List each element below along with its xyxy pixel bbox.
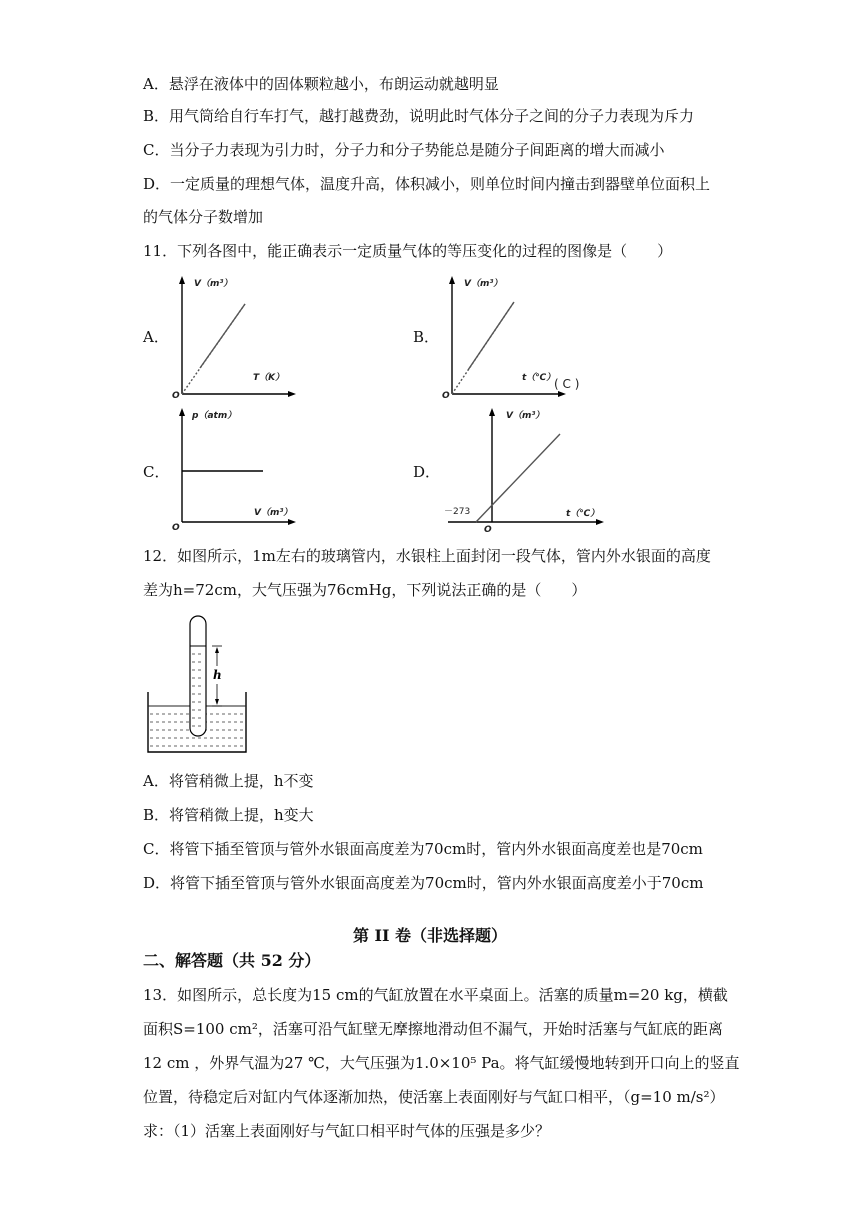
q11-graph-c-origin: O — [172, 523, 180, 533]
q13-line1: 13．如图所示，总长度为15 cm的气缸放置在水平桌面上。活塞的质量m=20 kg，横截 — [143, 986, 728, 1004]
q11-graph-b-origin: O — [442, 391, 450, 401]
q11-graph-d-xlabel: t（℃） — [566, 509, 600, 519]
q11-graph-a-ylabel: V（m³） — [194, 279, 233, 289]
q11-graph-c-xlabel: V（m³） — [254, 508, 293, 518]
q10-option-d-line1: D．一定质量的理想气体，温度升高，体积减小，则单位时间内撞击到器壁单位面积上 — [143, 175, 711, 193]
q12-option-b: B．将管稍微上提，h变大 — [143, 806, 314, 824]
q11-graph-a-origin: O — [172, 391, 180, 401]
q11-graph-b-ylabel: V（m³） — [464, 279, 503, 289]
section-heading: 二、解答题（共 52 分） — [143, 951, 321, 970]
q11-graph-b-extra: ( C ) — [554, 377, 580, 391]
q12-option-a: A．将管稍微上提，h不变 — [143, 772, 314, 790]
q11-graph-d-label: D． — [413, 463, 441, 481]
q13-line3: 12 cm ，外界气温为27 ℃，大气压强为1.0×10⁵ Pa。将气缸缓慢地转到开口向上的竖直 — [143, 1054, 740, 1072]
q10-option-a: A．悬浮在液体中的固体颗粒越小，布朗运动就越明显 — [143, 75, 499, 93]
q11-graph-d-intercept: －273 — [444, 507, 471, 517]
q11-graph-d-ylabel: V（m³） — [506, 411, 545, 421]
q12-tube-figure — [146, 614, 250, 756]
q11-stem: 11．下列各图中，能正确表示一定质量气体的等压变化的过程的图像是（ ） — [143, 242, 673, 260]
q12-h-label: h — [213, 668, 222, 682]
q10-option-b: B．用气筒给自行车打气，越打越费劲，说明此时气体分子之间的分子力表现为斥力 — [143, 107, 695, 125]
volume-title: 第 II 卷（非选择题） — [352, 926, 508, 945]
q13-line4: 位置，待稳定后对缸内气体逐渐加热，使活塞上表面刚好与气缸口相平，（g=10 m/s²） — [143, 1088, 725, 1106]
q12-option-c: C．将管下插至管顶与管外水银面高度差为70cm时，管内外水银面高度差也是70cm — [143, 840, 703, 858]
q11-graph-b-label: B． — [413, 328, 440, 346]
q11-graph-a — [170, 274, 300, 402]
q11-graph-d — [440, 406, 610, 534]
q11-graph-a-label: A． — [143, 328, 169, 346]
q11-graph-c-ylabel: p（atm） — [192, 411, 237, 421]
q11-graph-a-xlabel: T（K） — [253, 373, 285, 383]
q13-line2: 面积S=100 cm²，活塞可沿气缸壁无摩擦地滑动但不漏气，开始时活塞与气缸底的距离 — [143, 1020, 723, 1038]
q13-line5: 求：（1）活塞上表面刚好与气缸口相平时气体的压强是多少？ — [143, 1122, 551, 1140]
q11-graph-c — [170, 406, 300, 534]
q12-stem-line2: 差为h=72cm，大气压强为76cmHg，下列说法正确的是（ ） — [143, 581, 587, 599]
q10-option-c: C．当分子力表现为引力时，分子力和分子势能总是随分子间距离的增大而减小 — [143, 141, 665, 159]
q11-graph-c-label: C． — [143, 463, 170, 481]
q11-graph-d-origin: O — [484, 525, 492, 535]
q11-graph-b-xlabel: t（℃） — [522, 373, 556, 383]
q12-stem-line1: 12．如图所示，1m左右的玻璃管内，水银柱上面封闭一段气体，管内外水银面的高度 — [143, 547, 711, 565]
q11-graph-b — [440, 274, 580, 402]
q10-option-d-line2: 的气体分子数增加 — [143, 208, 264, 226]
q12-option-d: D．将管下插至管顶与管外水银面高度差为70cm时，管内外水银面高度差小于70cm — [143, 874, 704, 892]
